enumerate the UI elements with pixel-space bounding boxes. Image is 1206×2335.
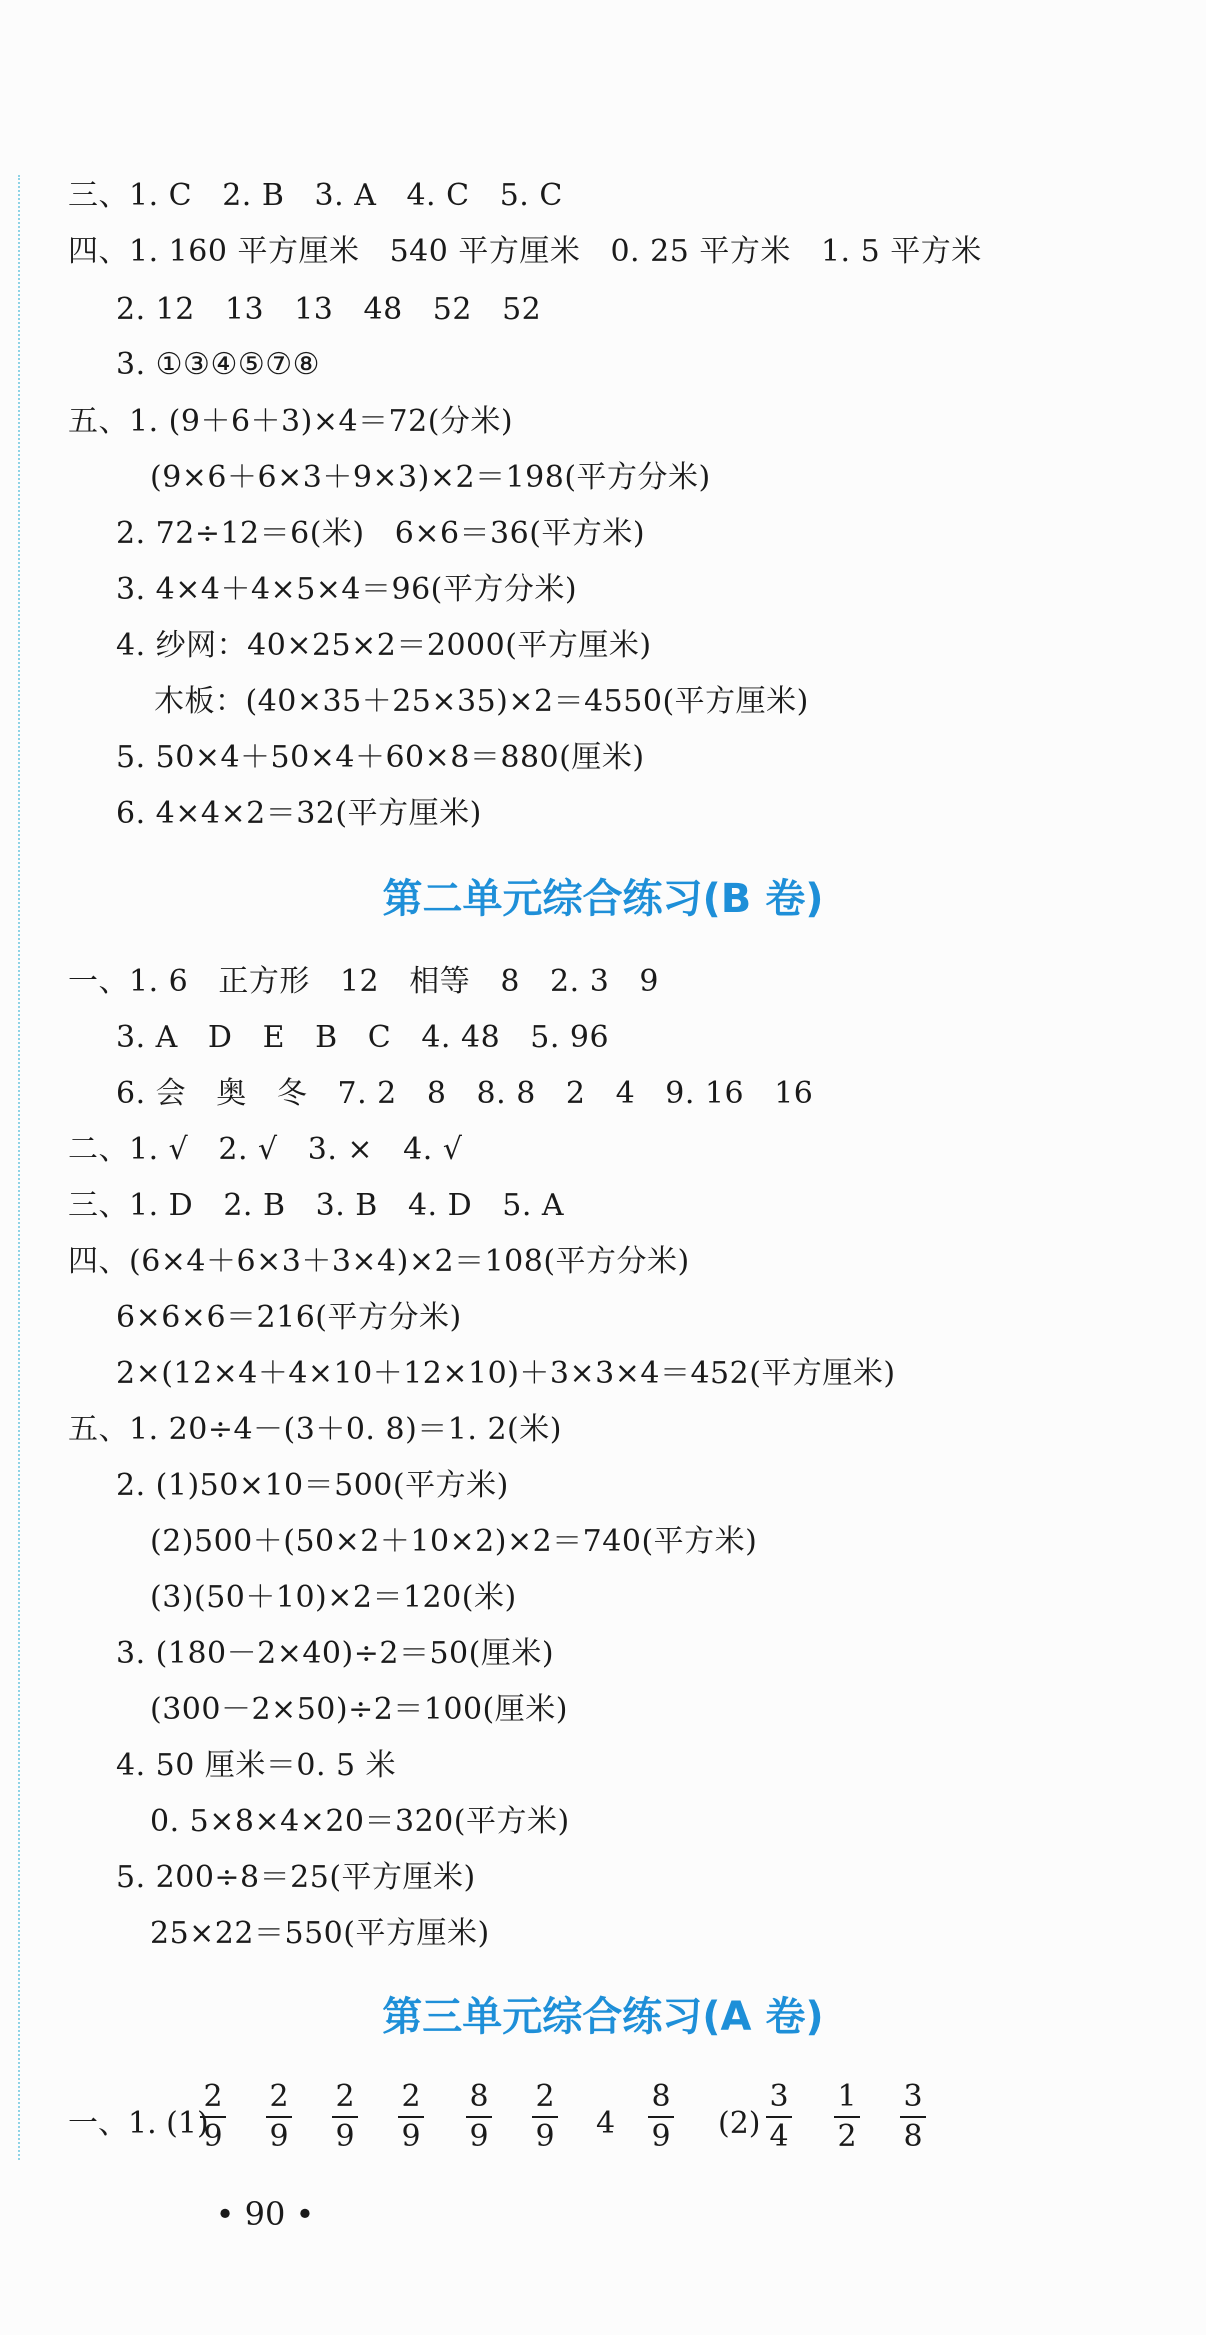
- numerator: 3: [769, 2079, 789, 2114]
- dotted-margin-line: [18, 175, 24, 2160]
- denominator: 9: [401, 2119, 421, 2154]
- numerator: 3: [903, 2079, 923, 2114]
- fraction: [898, 2080, 928, 2154]
- answer-line: 一、1. 6 正方形 12 相等 8 2. 3 9: [68, 964, 659, 999]
- numerator: 2: [535, 2079, 555, 2114]
- section-heading: 第二单元综合练习(B 卷): [382, 876, 824, 922]
- answer-line: 2. 72÷12＝6(米) 6×6＝36(平方米): [116, 516, 646, 551]
- numerator: 8: [469, 2079, 489, 2114]
- answer-line: 4. 50 厘米＝0. 5 米: [116, 1748, 397, 1783]
- answer-line: 5. 50×4＋50×4＋60×8＝880(厘米): [116, 740, 645, 775]
- answer-line: (3)(50＋10)×2＝120(米): [150, 1580, 517, 1615]
- answer-line: 6. 会 奥 冬 7. 2 8 8. 8 2 4 9. 16 16: [116, 1076, 814, 1111]
- numerator: 2: [203, 2079, 223, 2114]
- answer-line: (300－2×50)÷2＝100(厘米): [150, 1692, 568, 1727]
- answer-line: 0. 5×8×4×20＝320(平方米): [150, 1804, 570, 1839]
- section-heading: 第三单元综合练习(A 卷): [382, 1994, 824, 2040]
- denominator: 9: [535, 2119, 555, 2154]
- denominator: 9: [203, 2119, 223, 2154]
- numerator: 8: [651, 2079, 671, 2114]
- answer-line: 6. 4×4×2＝32(平方厘米): [116, 796, 482, 831]
- answer-line: 25×22＝550(平方厘米): [150, 1916, 490, 1951]
- answer-line: 5. 200÷8＝25(平方厘米): [116, 1860, 476, 1895]
- denominator: 4: [769, 2119, 789, 2154]
- answer-line: 2. 12 13 13 48 52 52: [116, 292, 542, 327]
- fraction: [264, 2080, 294, 2154]
- answer-line: 3. ①③④⑤⑦⑧: [116, 347, 321, 382]
- answer-line: (9×6＋6×3＋9×3)×2＝198(平方分米): [150, 460, 711, 495]
- answer-line: 2. (1)50×10＝500(平方米): [116, 1468, 509, 1503]
- plain-number: 4: [596, 2106, 616, 2141]
- answer-line: 四、(6×4＋6×3＋3×4)×2＝108(平方分米): [68, 1244, 690, 1279]
- numerator: 2: [401, 2079, 421, 2114]
- numerator: 2: [335, 2079, 355, 2114]
- denominator: 9: [335, 2119, 355, 2154]
- answer-line: 6×6×6＝216(平方分米): [116, 1300, 462, 1335]
- answer-line: 三、1. D 2. B 3. B 4. D 5. A: [68, 1188, 565, 1223]
- denominator: 2: [837, 2119, 857, 2154]
- line-prefix: 一、1. (1): [68, 2106, 209, 2141]
- numerator: 2: [269, 2079, 289, 2114]
- page-number: • 90 •: [215, 2195, 315, 2233]
- answer-line: 四、1. 160 平方厘米 540 平方厘米 0. 25 平方米 1. 5 平方米: [68, 234, 982, 269]
- denominator: 9: [269, 2119, 289, 2154]
- fraction: [396, 2080, 426, 2154]
- answer-line: 五、1. 20÷4－(3＋0. 8)＝1. 2(米): [68, 1412, 562, 1447]
- numerator: 1: [837, 2079, 857, 2114]
- denominator: 9: [651, 2119, 671, 2154]
- answer-line: 3. A D E B C 4. 48 5. 96: [116, 1020, 610, 1055]
- answer-line: (2)500＋(50×2＋10×2)×2＝740(平方米): [150, 1524, 758, 1559]
- fraction: [330, 2080, 360, 2154]
- denominator: 9: [469, 2119, 489, 2154]
- part-label: (2): [718, 2106, 761, 2141]
- fraction: [832, 2080, 862, 2154]
- answer-line: 2×(12×4＋4×10＋12×10)＋3×3×4＝452(平方厘米): [116, 1356, 896, 1391]
- denominator: 8: [903, 2119, 923, 2154]
- answer-line: 五、1. (9＋6＋3)×4＝72(分米): [68, 404, 514, 439]
- answer-line: 4. 纱网：40×25×2＝2000(平方厘米): [116, 628, 652, 663]
- answer-line: 3. (180－2×40)÷2＝50(厘米): [116, 1636, 555, 1671]
- answer-line: 二、1. √ 2. √ 3. × 4. √: [68, 1132, 463, 1167]
- fraction: [464, 2080, 494, 2154]
- fraction: [646, 2080, 676, 2154]
- answer-line: 三、1. C 2. B 3. A 4. C 5. C: [68, 178, 563, 213]
- answer-line: 木板：(40×35＋25×35)×2＝4550(平方厘米): [154, 684, 809, 719]
- fraction: [764, 2080, 794, 2154]
- answer-line: 3. 4×4＋4×5×4＝96(平方分米): [116, 572, 578, 607]
- fraction: [530, 2080, 560, 2154]
- fraction: [198, 2080, 228, 2154]
